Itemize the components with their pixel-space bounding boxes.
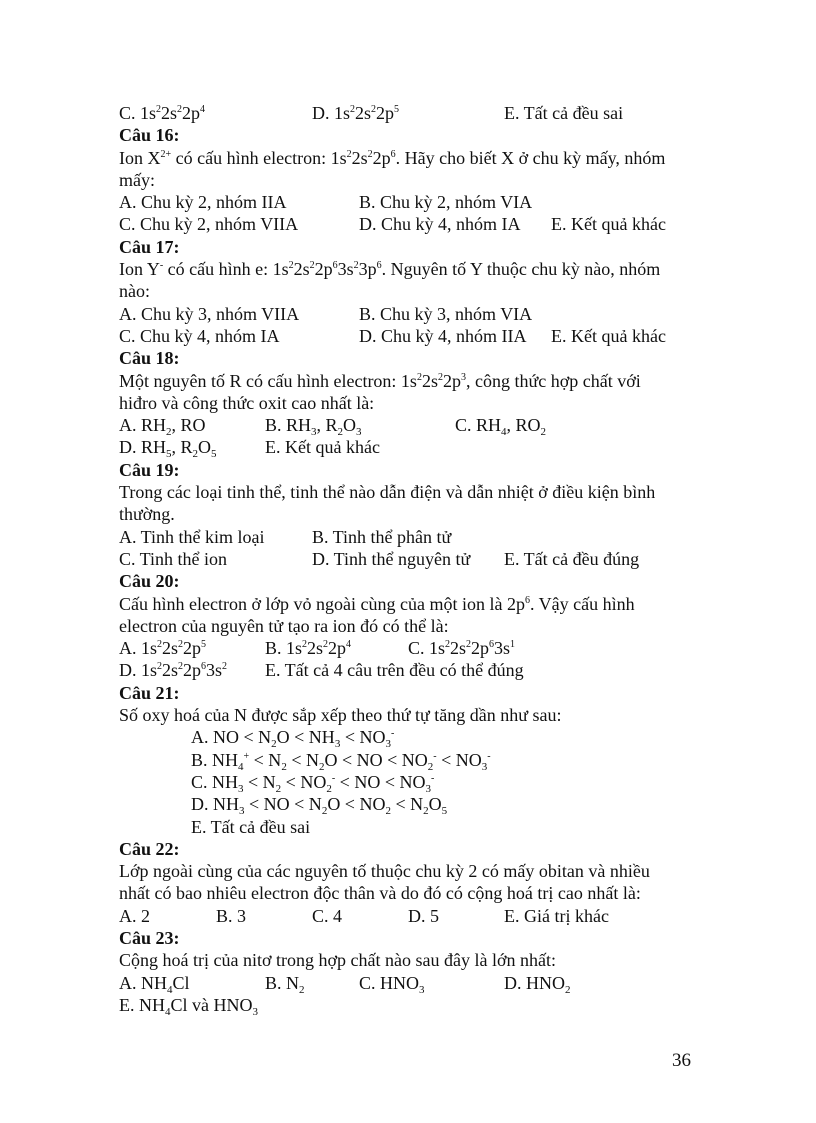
q15-options-row xyxy=(119,102,719,124)
q17-option-a: A. Chu kỳ 3, nhóm VIIA xyxy=(119,303,300,324)
q21-option-c: C. $NH_3 < N_2 < NO_2^-$ < NO < $NO_3^-$ xyxy=(191,771,435,795)
q17-stem-line-2: nào: xyxy=(119,281,150,302)
q22-option-a: A. 2 xyxy=(119,905,150,926)
document-page xyxy=(119,102,719,1016)
q15-option-c: C. $1s^22s^22p^4$ xyxy=(119,103,206,123)
q16-option-b: B. Chu kỳ 2, nhóm VIA xyxy=(359,192,533,213)
q21-option-a-row xyxy=(119,726,719,751)
q23-option-b: B. $N_2$ xyxy=(265,972,305,996)
q17-option-b: B. Chu kỳ 3, nhóm VIA xyxy=(359,303,533,324)
q21-option-b-row xyxy=(119,749,719,771)
q23-option-c: C. $HNO_3$ xyxy=(359,972,425,996)
q20-stem-line-2: electron của nguyên tử tạo ra ion đó có thể là: xyxy=(119,615,449,636)
q18-stem-line-1: Một nguyên tố R có cấu hình electron: $1s^22s^22p^3$, công thức hợp chất với xyxy=(119,370,641,391)
q18-option-d: D. $RH_5$, $R_2O_5$ xyxy=(119,437,217,461)
q22-title: Câu 22: xyxy=(119,838,180,859)
q17-title: Câu 17: xyxy=(119,236,180,257)
page-number: 36 xyxy=(672,1050,691,1071)
q20-options-row-1 xyxy=(119,637,719,659)
q21-option-e-row xyxy=(119,816,719,838)
q19-stem-line-1: Trong các loại tinh thể, tinh thể nào dẫn điện và dẫn nhiệt ở điều kiện bình xyxy=(119,482,656,503)
q22-option-d: D. 5 xyxy=(408,905,439,926)
q18-stem-line-2: hiđro và công thức oxit cao nhất là: xyxy=(119,392,375,413)
q15-option-e: E. Tất cả đều sai xyxy=(504,103,624,123)
q19-stem-line-2: thường. xyxy=(119,504,175,525)
q20-option-b: B. $1s^22s^22p^4$ xyxy=(265,638,352,659)
q23-options-row xyxy=(119,972,719,994)
q20-title: Câu 20: xyxy=(119,571,180,592)
q21-option-d-row xyxy=(119,793,719,818)
q23-option-d: D. $HNO_2$ xyxy=(504,972,571,996)
q16-option-e: E. Kết quả khác xyxy=(551,214,666,235)
q20-options-row-2 xyxy=(119,659,719,681)
q20-stem-line-1: Cấu hình electron ở lớp vỏ ngoài cùng của một ion là $2p^6$. Vậy cấu hình xyxy=(119,593,635,614)
q19-option-d: D. Tinh thể nguyên tử xyxy=(312,548,471,569)
q19-option-c: C. Tinh thể ion xyxy=(119,548,228,569)
q19-options-row-2 xyxy=(119,548,719,570)
q18-options-row-1 xyxy=(119,414,719,439)
q19-option-a: A. Tinh thể kim loại xyxy=(119,526,265,547)
q22-stem-line-2: nhất có bao nhiêu electron độc thân và do đó có cộng hoá trị cao nhất là: xyxy=(119,883,641,904)
q15-option-d: D. $1s^22s^22p^5$ xyxy=(312,103,400,123)
q21-option-c-row xyxy=(119,771,719,793)
q17-stem-line-1: Ion Y- có cấu hình e: $1s^22s^22p^63s^23p^6$. Nguyên tố Y thuộc chu kỳ nào, nhóm xyxy=(119,259,661,280)
q23-option-e-row xyxy=(119,994,719,1016)
q18-option-e: E. Kết quả khác xyxy=(265,437,380,458)
q18-title: Câu 18: xyxy=(119,348,180,369)
q18-option-a: A. $RH_2$, RO xyxy=(119,415,206,439)
q19-options-row-1 xyxy=(119,526,719,548)
q16-title: Câu 16: xyxy=(119,125,180,146)
q19-option-b: B. Tinh thể phân tử xyxy=(312,526,452,547)
q17-option-e: E. Kết quả khác xyxy=(551,325,666,346)
q20-option-c: C. $1s^22s^22p^63s^1$ xyxy=(408,638,516,659)
q17-options-row-2 xyxy=(119,325,719,347)
q21-option-a: A. NO < $N_2O < NH_3 < NO_3^-$ xyxy=(191,727,395,751)
q18-option-c: C. $RH_4$, $RO_2$ xyxy=(455,415,547,439)
q20-option-d: D. $1s^22s^22p^63s^2$ xyxy=(119,660,228,681)
q22-options-row xyxy=(119,905,719,927)
q16-stem-line-1: Ion $X^{2+}$ có cấu hình electron: $1s^22s^22p^6$. Hãy cho biết X ở chu kỳ mấy, nhóm xyxy=(119,147,666,168)
q22-option-b: B. 3 xyxy=(216,905,247,926)
q16-option-a: A. Chu kỳ 2, nhóm IIA xyxy=(119,192,287,213)
q18-option-b: B. $RH_3$, $R_2O_3$ xyxy=(265,415,362,439)
q16-options-row-2 xyxy=(119,213,719,235)
q22-option-e: E. Giá trị khác xyxy=(504,905,609,926)
q23-stem: Cộng hoá trị của nitơ trong hợp chất nào sau đây là lớn nhất: xyxy=(119,950,556,971)
q22-option-c: C. 4 xyxy=(312,905,343,926)
q23-option-e: E. $NH_4Cl$ và $HNO_3$ xyxy=(119,994,258,1018)
q16-option-c: C. Chu kỳ 2, nhóm VIIA xyxy=(119,214,299,235)
q18-options-row-2 xyxy=(119,436,719,461)
q20-option-e: E. Tất cả 4 câu trên đều có thể đúng xyxy=(265,660,524,681)
q17-option-c: C. Chu kỳ 4, nhóm IA xyxy=(119,325,280,346)
q19-title: Câu 19: xyxy=(119,459,180,480)
q21-option-d: D. $NH_3$ < NO < $N_2O < NO_2 < N_2O_5$ xyxy=(191,794,448,818)
q23-title: Câu 23: xyxy=(119,927,180,948)
q21-option-e: E. Tất cả đều sai xyxy=(191,816,311,837)
q20-option-a: A. $1s^22s^22p^5$ xyxy=(119,638,207,659)
q21-stem: Số oxy hoá của N được sắp xếp theo thứ tự tăng dần như sau: xyxy=(119,705,562,726)
q22-stem-line-1: Lớp ngoài cùng của các nguyên tố thuộc chu kỳ 2 có mấy obitan và nhiều xyxy=(119,861,650,882)
q19-option-e: E. Tất cả đều đúng xyxy=(504,548,640,569)
q16-options-row-1 xyxy=(119,191,719,213)
q16-stem-line-2: mấy: xyxy=(119,169,155,190)
q16-option-d: D. Chu kỳ 4, nhóm IA xyxy=(359,214,521,235)
q17-option-d: D. Chu kỳ 4, nhóm IIA xyxy=(359,325,527,346)
q23-option-a: A. $NH_4Cl$ xyxy=(119,972,190,996)
q21-option-b: B. $NH_4^+ < N_2 < N_2O$ < NO < $NO_2^- < NO_3^-$ xyxy=(191,749,491,773)
q17-options-row-1 xyxy=(119,303,719,325)
q21-title: Câu 21: xyxy=(119,682,180,703)
